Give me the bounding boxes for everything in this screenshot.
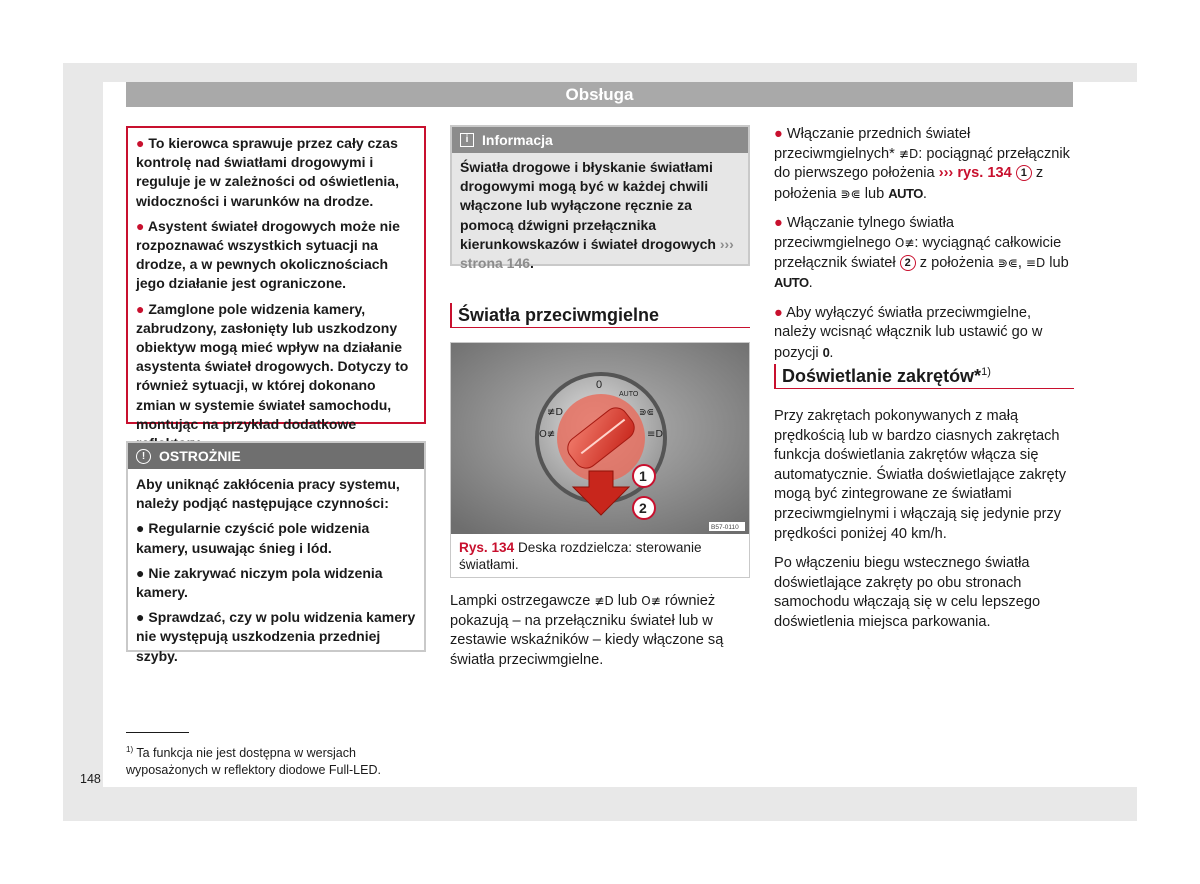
front-fog-light-icon: ≢D (898, 146, 919, 161)
warning-box (126, 126, 426, 432)
parking-light-icon: ⋑⋐ (840, 186, 861, 201)
info-title: Informacja (482, 132, 553, 148)
info-box (450, 125, 750, 272)
warning-item: ● Asystent świateł drogowych może nie rozpoznawać wszystkich sytuacji na drodze, a w pewnych okolicznościach jego działanie jest ograniczone. (136, 217, 400, 292)
low-beam-icon: ≡D (647, 429, 664, 440)
section-marker (450, 303, 452, 327)
switch-position-auto: AUTO (619, 391, 639, 398)
caution-intro: Aby uniknąć zakłócenia pracy systemu, należy podjąć następujące czynności: (136, 476, 400, 512)
section-title-cornering: Doświetlanie zakrętów*$^{1)}$ (782, 366, 991, 386)
dashboard-light-switch-illustration (451, 343, 749, 534)
figure-134 (450, 342, 750, 578)
figure-code: B57-0110 (711, 524, 739, 531)
callout-1: 1 (639, 468, 647, 484)
caution-title: OSTROŻNIE (159, 448, 241, 464)
footnote: $^{1)}$ Ta funkcja nie jest dostępna w wersjach wyposażonych w reflektory diodowe Full-LED. (126, 745, 381, 778)
caution-item: ● Nie zakrywać niczym pola widzenia kamery. (136, 564, 383, 601)
rear-fog-light-icon: O≢ (894, 235, 915, 250)
cornering-paragraph-2: Po włączeniu biegu wstecznego światła doświetlające zakręty po obu stronach samochodu włączają się w celu lepszego doświetlenia miejsca parkowania. (774, 555, 1041, 630)
cornering-text (774, 407, 1074, 643)
fog-lights-paragraph: Lampki ostrzegawcze ≢D lub O≢ również pokazują – na przełączniku świateł lub w zestawie wskaźników – kiedy włączone są światła przeciwmgielne. (450, 593, 724, 668)
warning-item: ● Zamglone pole widzenia kamery, zabrudzony, zasłonięty lub uszkodzony obiektyw mogą mieć wpływ na działanie asystenta świateł drogowych. Dotyczy to również sytuacji, w której dokonano zmian w systemie świateł samochodu, montując na przykład dodatkowe (136, 300, 409, 432)
low-beam-icon: ≡D (1025, 255, 1046, 270)
rear-fog-light-icon: O≢ (539, 429, 556, 440)
fog-light-instructions (774, 125, 1074, 374)
section-rule (774, 388, 1074, 389)
rear-fog-light-icon: O≢ (641, 594, 661, 608)
callout-2: 2 (639, 500, 647, 516)
info-header (452, 127, 748, 153)
section-rule (450, 327, 750, 328)
warning-exclamation-icon: ! (136, 449, 151, 464)
front-fog-light-icon: ≢D (594, 594, 614, 608)
caution-item: ● Regularnie czyścić pole widzenia kamery, usuwając śnieg i lód. (136, 520, 370, 556)
caution-item: ● Sprawdzać, czy w polu widzenia kamery nie występują uszkodzenia przedniej szyby. (136, 609, 416, 664)
figure-caption: Rys. 134 Deska rozdzielcza: sterowanie światłami. (459, 540, 702, 572)
footnote-rule (126, 732, 189, 733)
switch-position-0: 0 (596, 379, 603, 391)
front-fog-light-icon: ≢D (547, 407, 564, 418)
page-number: 148 (80, 772, 101, 786)
caution-box (126, 441, 426, 664)
section-marker (774, 364, 776, 388)
page-header: Obsługa (126, 82, 1073, 107)
section-title-fog-lights: Światła przeciwmgielne (458, 305, 660, 325)
cornering-paragraph-1: Przy zakrętach pokonywanych z małą prędkością lub w bardzo ciasnych zakrętach funkcja doświetlania zakrętów włącza się automatycznie. Światła doświetlające zakręty mogą być zintegrowane ze światłami przeciwmgielnymi i włączają się jedynie przy prędkości poniżej 40 km/h. (774, 408, 1067, 542)
instruction-item: ● Włączanie przednich świateł przeciwmgielnych* ≢D: pociągnąć przełącznik do pierwszego położenia ››› rys. 134 1 z położenia ⋑⋐ lub AUTO. (774, 126, 1070, 202)
parking-light-icon: ⋑⋐ (639, 408, 655, 418)
page-link[interactable]: ››› strona 146 (460, 235, 734, 272)
warning-item: ● To kierowca sprawuje przez cały czas kontrolę nad światłami drogowymi i reguluje je w zależności od oświetlenia, widoczności i warunków na drodze. (136, 135, 399, 209)
auto-label: AUTO (774, 275, 809, 291)
figure-link[interactable]: ››› rys. 134 (938, 165, 1012, 182)
instruction-item: ● Włączanie tylnego światła przeciwmgielnego O≢: wyciągnąć całkowicie przełącznik świateł 2 z położenia ⋑⋐, ≡D lub AUTO. (774, 215, 1069, 292)
position-zero: 0 (822, 344, 830, 360)
callout-2: 2 (900, 255, 916, 271)
auto-label: AUTO (888, 185, 923, 201)
caution-header (128, 443, 424, 469)
instruction-item: ● Aby wyłączyć światła przeciwmgielne, należy wcisnąć włącznik lub ustawić go w pozycji 0. (774, 304, 1043, 361)
info-text: Światła drogowe i błyskanie światłami drogowymi mogą być w każdej chwili włączone lub wyłączone ręcznie za pomocą dźwigni przełącznika kierunkowskazów i świateł drogowych ››› strona 146. (460, 159, 734, 272)
info-icon: i (460, 133, 474, 147)
parking-light-icon: ⋑⋐ (997, 255, 1018, 270)
callout-1: 1 (1016, 165, 1032, 181)
